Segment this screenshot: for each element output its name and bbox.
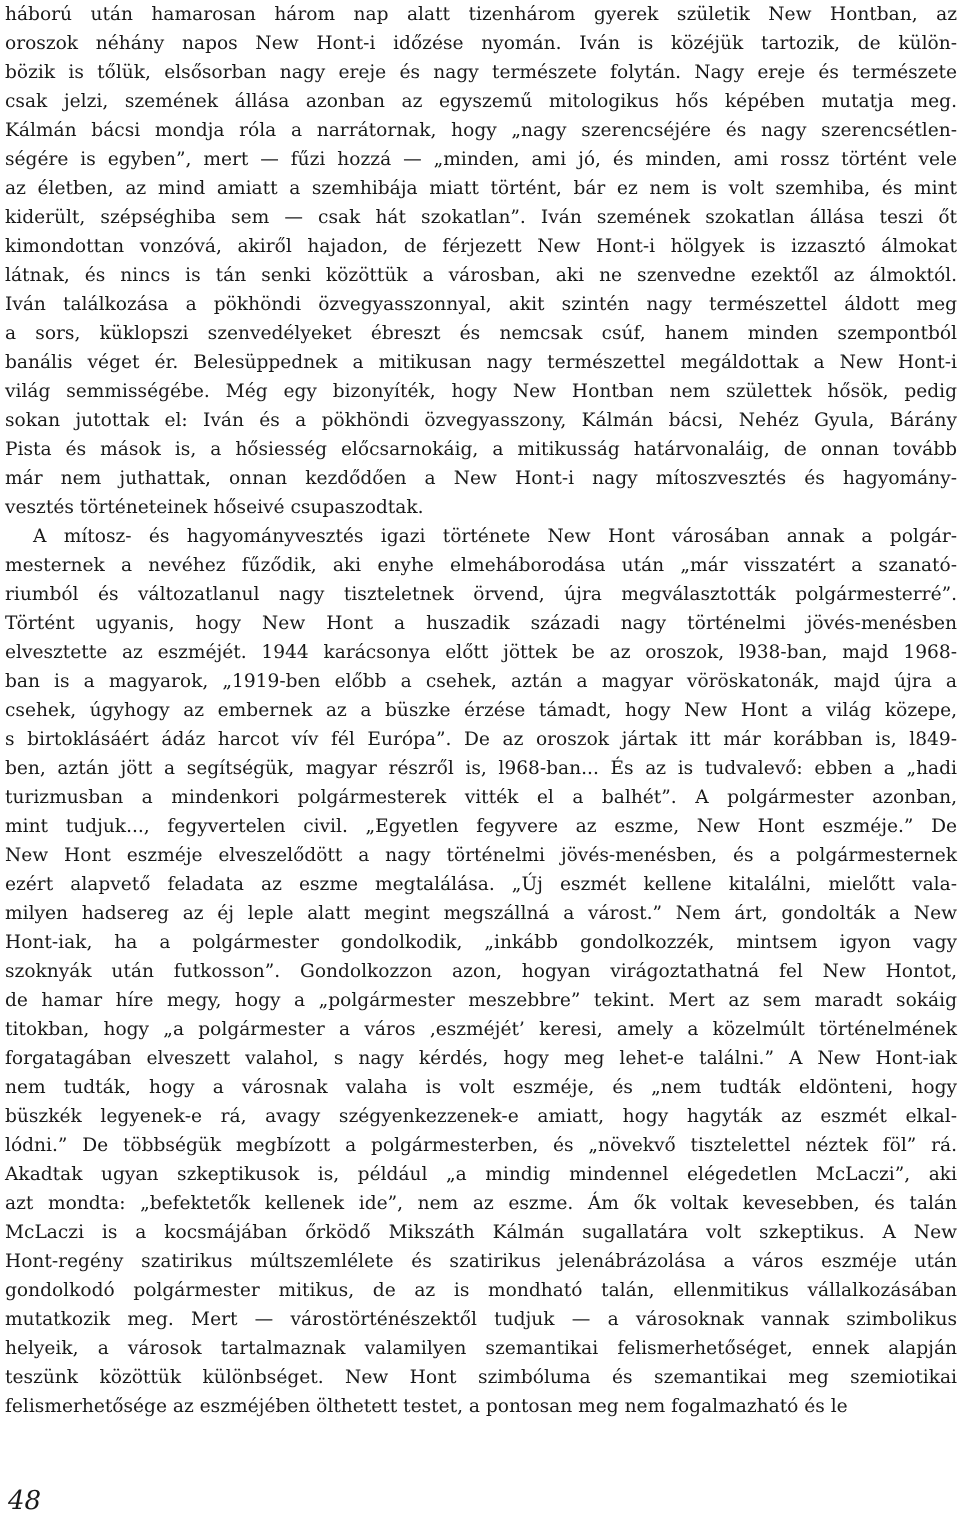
paragraph xyxy=(5,0,957,522)
text-line: McLaczi is a kocsmájában őrködő Mikszáth Kálmán sugallatára volt szkeptikus. A New xyxy=(5,1222,957,1243)
text-line: szoknyák után futkosson”. Gondolkozzon azon, hogyan virágoztathatná fel New Hontot, xyxy=(5,961,957,982)
text-line: Iván találkozása a pökhöndi özvegyasszonnyal, akit szintén nagy természettel áldott meg xyxy=(5,294,957,315)
text-line: látnak, és nincs is tán senki közöttük a városban, aki ne szenvedne ezektől az álmoktól. xyxy=(5,265,957,286)
text-line: turizmusban a mindenkori polgármesterek vitték el a balhét”. A polgármester azonban, xyxy=(5,787,957,808)
text-line: Történt ugyanis, hogy New Hont a huszadik századi nagy történelmi jövés-menésben xyxy=(5,613,957,634)
text-line: ségére is egyben”, mert — fűzi hozzá — „minden, ami jó, és minden, ami rossz történt vele xyxy=(5,149,957,170)
text-line: helyeik, a városok tartalmaznak valamilyen szemantikai felismerhetőséget, ennek alapján xyxy=(5,1338,957,1359)
text-line: A mítosz- és hagyományvesztés igazi története New Hont városában annak a polgár- xyxy=(33,526,957,547)
text-line: lódni.” De többségük megbízott a polgármesterben, és „növekvő tisztelettel néztek föl” rá. xyxy=(5,1135,957,1156)
text-line: s birtoklásáért ádáz harcot vív fél Európa”. De az oroszok jártak itt már korábban is, l849- xyxy=(5,729,957,750)
text-line: csehek, úgyhogy az embernek az a büszke érzése támadt, hogy New Hont a világ közepe, xyxy=(5,700,957,721)
text-line: Akadtak ugyan szkeptikusok is, például „a mindig mindennel elégedetlen McLaczi”, aki xyxy=(5,1164,957,1185)
text-line: banális véget ér. Belesüppednek a mitikusan nagy természettel megáldottak a New Hont-i xyxy=(5,352,957,373)
page-number: 48 xyxy=(8,1486,42,1516)
text-line: de hamar híre megy, hogy a „polgármester meszebbre” tekint. Mert az sem maradt sokáig xyxy=(5,990,957,1011)
text-line: vesztés történeteinek hőseivé csupaszodtak. xyxy=(5,497,424,518)
text-line: csak jelzi, szemének állása azonban az egyszemű mitologikus hős képében mutatja meg. xyxy=(5,91,957,112)
text-line: Kálmán bácsi mondja róla a narrátornak, hogy „nagy szerencséjére és nagy szerencsétlen- xyxy=(5,120,957,141)
text-line: ben, aztán jött a segítségük, magyar részről is, l968-ban... És az is tudvalevő: ebben a „hadi xyxy=(5,758,957,779)
text-line: ezért alapvető feladata az eszme megtalálása. „Új eszmét kellene kitalálni, mielőtt vala- xyxy=(5,874,957,895)
text-line: gondolkodó polgármester mitikus, de az is mondható talán, ellenmitikus vállalkozásában xyxy=(5,1280,957,1301)
text-line: nem tudták, hogy a városnak valaha is volt eszméje, és „nem tudták eldönteni, hogy xyxy=(5,1077,957,1098)
text-line: teszünk közöttük különbséget. New Hont szimbóluma és szemantikai meg szemiotikai xyxy=(5,1367,957,1388)
text-line: háború után hamarosan három nap alatt tizenhárom gyerek születik New Hontban, az xyxy=(5,4,957,25)
text-line: felismerhetősége az eszméjében ölthetett testet, a pontosan meg nem fogalmazható és le xyxy=(5,1396,848,1417)
text-line: ban is a magyarok, „1919-ben előbb a csehek, aztán a magyar vöröskatonák, majd újra a xyxy=(5,671,957,692)
text-line: Hont-regény szatirikus múltszemlélete és szatirikus jelenábrázolása a város eszméje után xyxy=(5,1251,957,1272)
text-line: New Hont eszméje elveszelődött a nagy történelmi jövés-menésben, és a polgármesternek xyxy=(5,845,957,866)
text-line: már nem juthattak, onnan kezdődően a New Hont-i nagy mítoszvesztés és hagyomány- xyxy=(5,468,957,489)
text-line: riumból és változatlanul nagy tiszteletnek örvend, újra megválasztották polgármesterré”. xyxy=(5,584,957,605)
text-line: mutatkozik meg. Mert — várostörténészektől tudjuk — a városoknak vannak szimbolikus xyxy=(5,1309,957,1330)
text-line: oroszok néhány napos New Hont-i időzése nyomán. Iván is közéjük tartozik, de külön- xyxy=(5,33,957,54)
paragraph xyxy=(5,522,957,1421)
text-line: Pista és mások is, a hősiesség előcsarnokáig, a mitikusság határvonaláig, de onnan tovább xyxy=(5,439,957,460)
text-line: kiderült, szépséghiba sem — csak hát szokatlan”. Iván szemének szokatlan állása teszi őt xyxy=(5,207,957,228)
text-line: világ semmisségébe. Még egy bizonyíték, hogy New Hontban nem születtek hősök, pedig xyxy=(5,381,957,402)
text-line: kimondottan vonzóvá, akiről hajadon, de férjezett New Hont-i hölgyek is izzasztó álmokat xyxy=(5,236,957,257)
text-line: a sors, küklopszi szenvedélyeket ébreszt és nemcsak csúf, hanem minden szempontból xyxy=(5,323,957,344)
text-line: titokban, hogy „a polgármester a város ‚eszméjét’ keresi, amely a közelmúlt történelmének xyxy=(5,1019,957,1040)
text-line: sokan jutottak el: Iván és a pökhöndi özvegyasszony, Kálmán bácsi, Nehéz Gyula, Bárány xyxy=(5,410,957,431)
text-line: büszkék legyenek-e rá, avagy szégyenkezzenek-e amiatt, hogy hagyták az eszmét elkal- xyxy=(5,1106,957,1127)
text-line: mesternek a nevéhez fűződik, aki enyhe elmeháborodása után „már visszatért a szanató- xyxy=(5,555,957,576)
text-line: mint tudjuk..., fegyvertelen civil. „Egyetlen fegyvere az eszme, New Hont eszméje.” De xyxy=(5,816,957,837)
document-page xyxy=(5,0,957,1520)
text-line: bözik is tőlük, elsősorban nagy ereje és nagy természete folytán. Nagy ereje és természete xyxy=(5,62,957,83)
text-line: forgatagában elveszett valahol, s nagy kérdés, hogy meg lehet-e találni.” A New Hont-iak xyxy=(5,1048,957,1069)
text-line: milyen hadsereg az éj leple alatt megint megszállná a várost.” Nem árt, gondolták a New xyxy=(5,903,957,924)
text-line: elvesztette az eszméjét. 1944 karácsonya előtt jöttek be az oroszok, l938-ban, majd 1968- xyxy=(5,642,957,663)
text-line: azt mondta: „befektetők kellenek ide”, nem az eszme. Ám ők voltak kevesebben, és talán xyxy=(5,1193,957,1214)
text-line: Hont-iak, ha a polgármester gondolkodik, „inkább gondolkozzék, mintsem igyon vagy xyxy=(5,932,957,953)
body-text xyxy=(5,0,957,1421)
text-line: az életben, az mind amiatt a szemhibája miatt történt, bár ez nem is volt szemhiba, és mint xyxy=(5,178,957,199)
